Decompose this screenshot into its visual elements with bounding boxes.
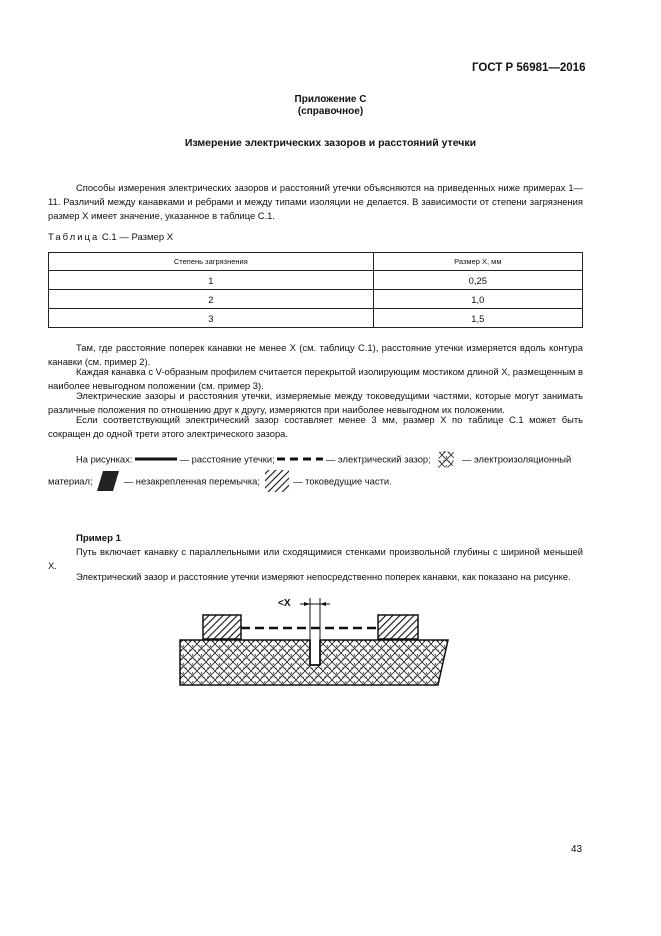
pollution-table [48,252,583,328]
table-header-cell: Степень загрязнения [49,253,374,271]
creepage-line-icon [135,455,177,463]
legend-creepage: — расстояние утечки; [179,453,275,465]
page-number: 43 [571,844,583,855]
dimension-arrowhead-right [320,602,326,606]
table-row [49,309,583,328]
example-text-2: Электрический зазор и расстояние утечки измеряют непосредственно поперек канавки, как показано на рисунке. [76,571,571,582]
legend-line-2 [48,468,583,494]
conductor-right [378,615,418,639]
paragraph-v-groove: Каждая канавка с V-образным профилем считается перекрытой изолирующим мостиком длиной X, размещенным в наиболее невыгодном положении (см. пример 3). [48,366,583,392]
legend-conductive: — токоведущие части. [293,475,392,487]
legend-bridge: — незакрепленная перемычка; [123,475,260,487]
table-cell: 0,25 [373,271,582,290]
table-row [49,290,583,309]
table-cell: 3 [49,309,374,328]
intro-paragraph: Способы измерения электрических зазоров и расстояний утечки объясняются на приведенных ниже примерах 1—11. Различий между канавками и ребрами и между типами изоляции не делается. В зависимости от степени загрязнения размер X имеет значение, указанное в таблице С.1. [48,182,583,222]
table-header-cell: Размер X, мм [373,253,582,271]
example-1-figure [170,590,460,700]
table-caption [48,232,173,243]
loose-bridge-icon [95,469,121,493]
conductor-left [203,615,241,639]
appendix-subtitle: (справочное) [297,106,364,117]
paragraph-reduction: Если соответствующий электрический зазор составляет менее 3 мм, размер X по таблице С.1 может быть сокращен до одной трети этого электрического зазора. [48,414,583,440]
clearance-dash-icon [277,455,323,463]
example-text-1: Путь включает канавку с параллельными или сходящимися стенками произвольной глубины с шириной меньшей X. [48,546,583,572]
dimension-arrowhead-left [304,602,310,606]
table-caption-rest: С.1 — Размер X [99,232,174,243]
paragraph-groove: Там, где расстояние поперек канавки не менее X (см. таблицу С.1), расстояние утечки измеряется вдоль контура канавки (см. пример 2). [48,342,583,368]
paragraph-positions: Электрические зазоры и расстояния утечки, измеряемые между токоведущими частями, которые могут занимать различные положения по отношению друг к другу, измеряются при наиболее невыгодном их положении. [48,390,583,416]
legend-insulation: — электроизоляционный [461,453,572,465]
legend-insulation-cont: материал; [48,475,93,487]
table-cell: 2 [49,290,374,309]
insulation-body [180,640,448,685]
section-title: Измерение электрических зазоров и расстояний утечки [184,137,477,149]
table-caption-word: Таблица [48,232,100,243]
table-cell: 1 [49,271,374,290]
legend-prefix: На рисунках: [76,453,133,465]
table-cell: 1,5 [373,309,582,328]
legend-clearance: — электрический зазор; [325,453,431,465]
standard-number: ГОСТ Р 56981—2016 [472,62,586,74]
example-title: Пример 1 [76,533,121,544]
table-header-row [49,253,583,271]
conductive-part-icon [263,468,291,494]
table-row [49,271,583,290]
figure-label: <X [278,598,291,609]
table-cell: 1,0 [373,290,582,309]
appendix-title: Приложение С [294,94,367,105]
